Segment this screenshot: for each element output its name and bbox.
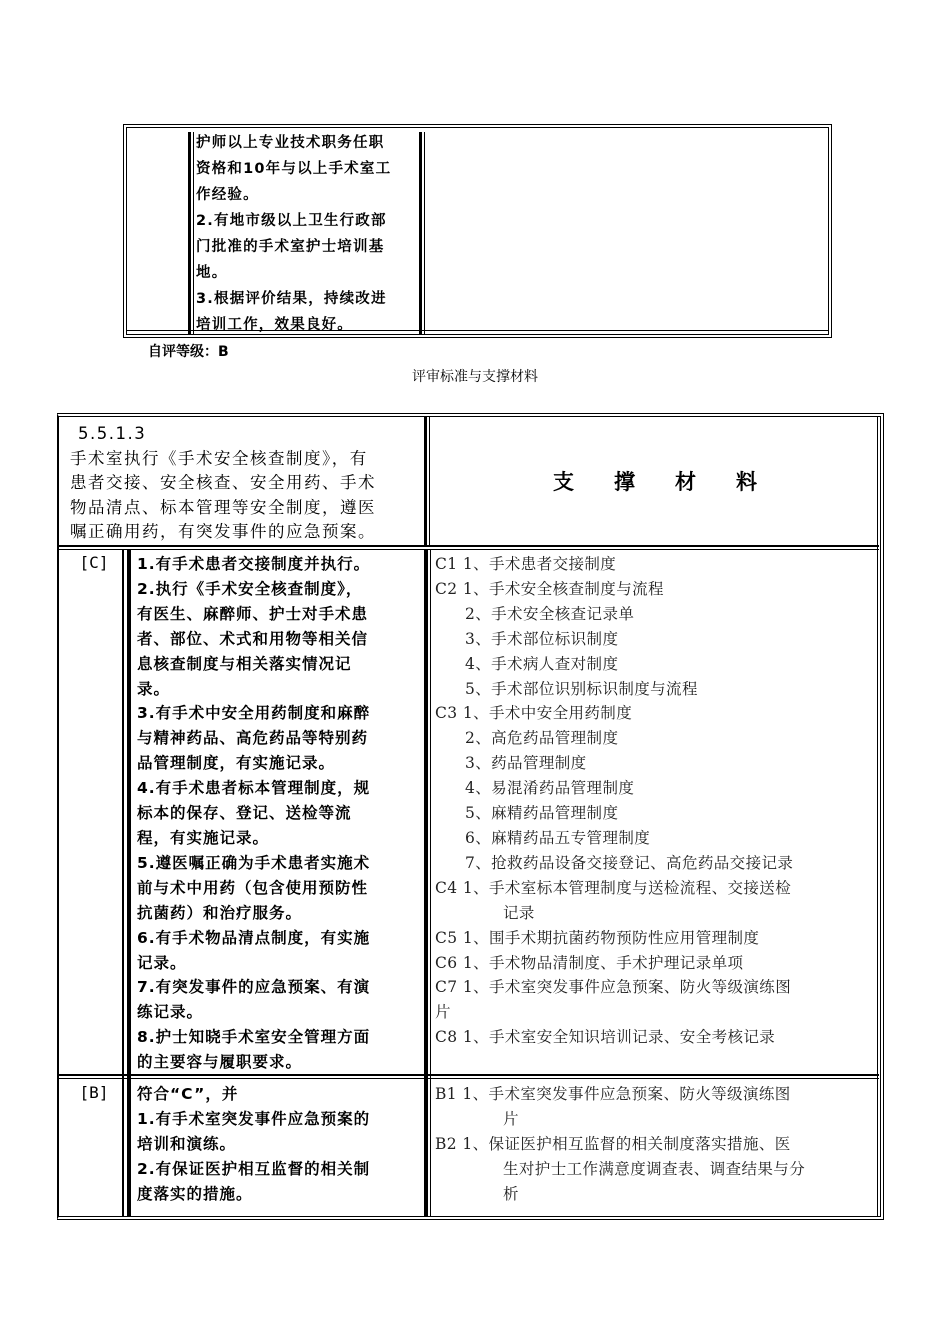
- c-materials: [435, 552, 880, 1050]
- column-divider: [188, 132, 191, 334]
- column-divider: [122, 550, 124, 1216]
- requirement-line: 品管理制度，有实施记录。: [137, 754, 336, 773]
- support-materials-title: 支 撑 材 料: [553, 470, 757, 494]
- row-divider: [59, 549, 879, 550]
- requirement-line: 息核查制度与相关落实情况记: [137, 654, 352, 673]
- requirement-line: 培训和演练。: [137, 1134, 237, 1153]
- standard-line: 嘱正确用药，有突发事件的应急预案。: [70, 522, 376, 541]
- top-fragment-text: [196, 130, 416, 338]
- fragment-line: 2.有地市级以上卫生行政部: [196, 213, 387, 229]
- material-item: C7 1、手术室突发事件应急预案、防火等级演练图: [435, 978, 792, 997]
- requirement-line: 程，有实施记录。: [137, 828, 270, 847]
- column-divider: [193, 132, 194, 334]
- requirement-line: 标本的保存、登记、送检等流: [137, 804, 352, 823]
- requirement-line: 5.遵医嘱正确为手术患者实施术: [137, 853, 371, 872]
- fragment-line: 门批准的手术室护士培训基: [196, 239, 385, 255]
- material-item: 5、麻精药品管理制度: [465, 804, 619, 823]
- material-item: C8 1、手术室安全知识培训记录、安全考核记录: [435, 1028, 776, 1047]
- fragment-line: 培训工作，效果良好。: [196, 317, 353, 333]
- material-item: 析: [503, 1184, 519, 1203]
- requirement-line: 有医生、麻醉师、护士对手术患: [137, 604, 369, 623]
- column-divider: [424, 550, 428, 1216]
- material-item: 4、易混淆药品管理制度: [465, 779, 635, 798]
- material-item: 记录: [503, 903, 535, 922]
- requirement-line: 4.有手术患者标本管理制度，规: [137, 779, 371, 798]
- column-divider: [127, 550, 131, 1216]
- material-item: C6 1、手术物品清制度、手术护理记录单项: [435, 953, 744, 972]
- column-divider: [430, 550, 431, 1216]
- material-item: B2 1、保证医护相互监督的相关制度落实措施、医: [435, 1134, 791, 1153]
- material-item: 片: [503, 1109, 519, 1128]
- page-subtitle: 评审标准与支撑材料: [412, 369, 538, 385]
- column-divider: [424, 417, 427, 547]
- requirement-line: 练记录。: [137, 1003, 204, 1022]
- row-divider: [59, 545, 879, 547]
- requirement-line: 8.护士知晓手术室安全管理方面: [137, 1028, 371, 1047]
- material-item: 生对护士工作满意度调查表、调查结果与分: [503, 1159, 806, 1178]
- fragment-line: 地。: [196, 265, 228, 281]
- b-materials: [435, 1082, 880, 1207]
- self-grade: 自评等级：B: [148, 344, 229, 360]
- requirement-line: 与精神药品、高危药品等特别药: [137, 729, 369, 748]
- requirement-line: 符合“C”，并: [137, 1085, 239, 1103]
- requirement-line: 2.执行《手术安全核查制度》，: [137, 579, 363, 598]
- column-divider: [424, 132, 425, 334]
- standard-line: 物品清点、标本管理等安全制度，遵医: [70, 497, 376, 517]
- c-requirements: [137, 552, 419, 1075]
- row-divider: [59, 1078, 879, 1079]
- material-item: 2、高危药品管理制度: [465, 729, 619, 748]
- material-item: 7、抢救药品设备交接登记、高危药品交接记录: [465, 853, 794, 872]
- standard-header: [70, 422, 422, 545]
- fragment-line: 作经验。: [196, 187, 259, 203]
- material-item: C4 1、手术室标本管理制度与送检流程、交接送检: [435, 878, 792, 897]
- requirement-line: 度落实的措施。: [137, 1184, 253, 1203]
- material-item: 3、手术部位标识制度: [465, 629, 619, 648]
- requirement-line: 者、部位、术式和用物等相关信: [137, 629, 369, 648]
- material-item: 2、手术安全核查记录单: [465, 604, 635, 623]
- fragment-line: 资格和10年与以上手术室工: [196, 161, 392, 177]
- standard-code: 5.5.1.3: [78, 424, 147, 443]
- requirement-line: 2.有保证医护相互监督的相关制: [137, 1159, 371, 1178]
- fragment-line: 护师以上专业技术职务任职: [196, 135, 385, 151]
- standard-line: 患者交接、安全核查、安全用药、手术: [70, 473, 376, 492]
- material-item: B1 1、手术室突发事件应急预案、防火等级演练图: [435, 1085, 791, 1103]
- material-item: 5、手术部位识别标识制度与流程: [465, 679, 698, 698]
- column-divider: [419, 132, 422, 334]
- fragment-line: 3.根据评价结果，持续改进: [196, 291, 387, 307]
- material-item: C2 1、手术安全核查制度与流程: [435, 579, 664, 598]
- b-requirements: [137, 1082, 419, 1207]
- material-item: C1 1、手术患者交接制度: [435, 555, 617, 573]
- requirement-line: 的主要容与履职要求。: [137, 1053, 303, 1072]
- requirement-line: 1.有手术患者交接制度并执行。: [137, 555, 371, 573]
- requirement-line: 6.有手术物品清点制度，有实施: [137, 928, 371, 947]
- requirement-line: 前与术中用药（包含使用预防性: [137, 878, 369, 897]
- material-item: 片: [435, 1003, 451, 1022]
- material-item: C5 1、围手术期抗菌药物预防性应用管理制度: [435, 928, 760, 947]
- requirement-line: 7.有突发事件的应急预案、有演: [137, 978, 371, 997]
- material-item: 4、手术病人查对制度: [465, 654, 619, 673]
- material-item: 3、药品管理制度: [465, 754, 587, 773]
- requirement-line: 1.有手术室突发事件应急预案的: [137, 1109, 371, 1128]
- requirement-line: 记录。: [137, 953, 187, 972]
- requirement-line: 录。: [137, 679, 171, 698]
- level-c-label: [C]: [79, 553, 109, 572]
- requirement-line: 3.有手术中安全用药制度和麻醉: [137, 704, 371, 723]
- material-item: 6、麻精药品五专管理制度: [465, 828, 651, 847]
- requirement-line: 抗菌药）和治疗服务。: [137, 903, 303, 922]
- standard-line: 手术室执行《手术安全核查制度》，有: [70, 448, 368, 468]
- level-b-label: [B]: [79, 1083, 109, 1102]
- material-item: C3 1、手术中安全用药制度: [435, 704, 633, 723]
